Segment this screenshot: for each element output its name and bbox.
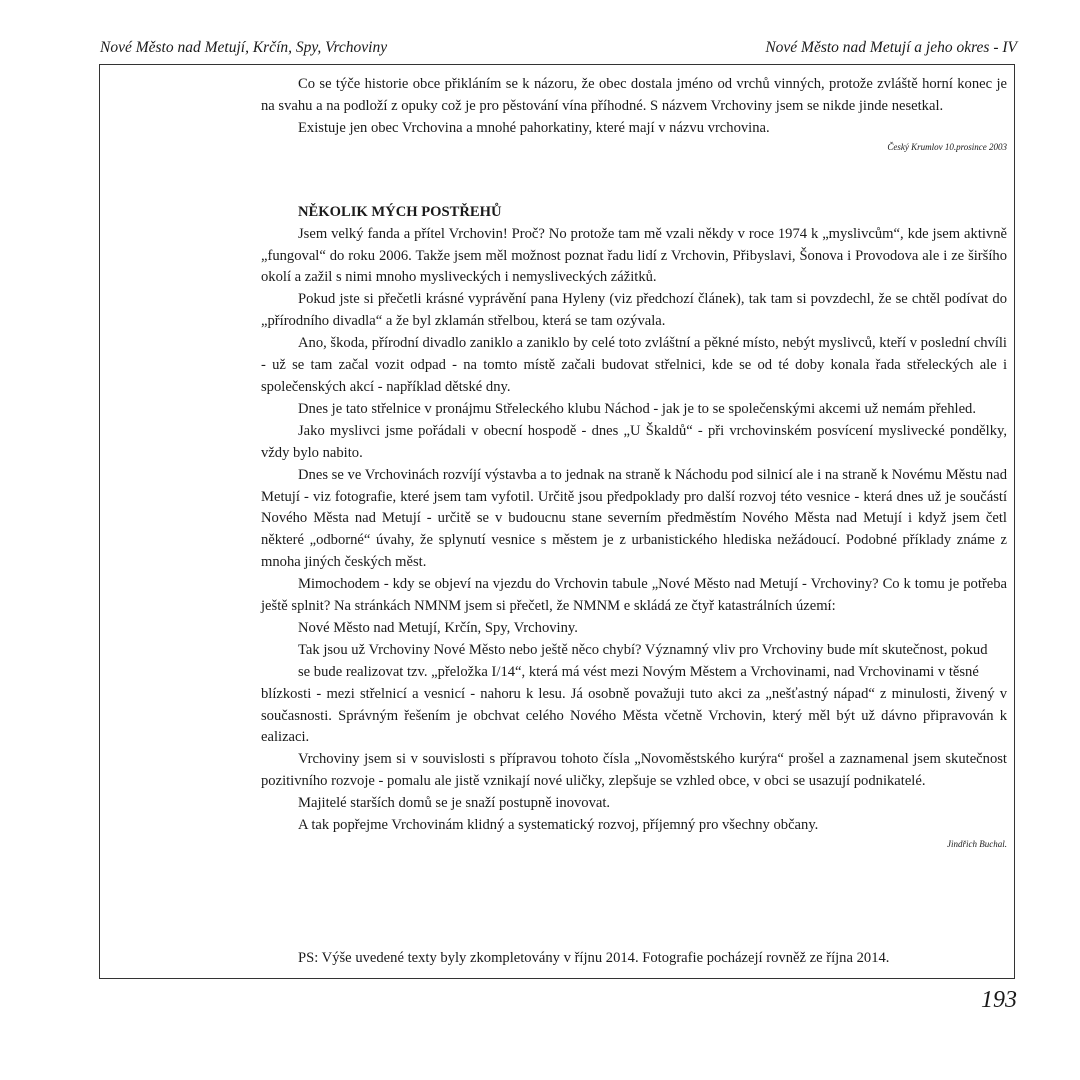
paragraph: Mimochodem - kdy se objeví na vjezdu do Vrchovin tabule „Nové Město nad Metují - Vrchoviny? Co k tomu je potřeba ještě splnit? Na stránkách NMNM jsem si přečetl, že NMNM e skládá ze čtyř katastrálních území: (261, 576, 1007, 615)
paragraph: Jako myslivci jsme pořádali v obecní hospodě - dnes „U Škaldů“ - při vrchovinském posvícení myslivecké pondělky, vždy bylo nabito. (261, 422, 1007, 461)
running-header-left: Nové Město nad Metují, Krčín, Spy, Vrchoviny (100, 39, 388, 56)
paragraph: Vrchoviny jsem si v souvislosti s přípravou tohoto čísla „Novoměstského kurýra“ prošel a zaznamenal jsem skutečnost pozitivního rozvoje - pomalu ale jistě vznikají nové uličky, zlepšuje se vzhled obce, v obci se usazují podnikatelé. (261, 751, 1007, 790)
paragraph: Ano, škoda, přírodní divadlo zaniklo a zaniklo by celé toto zvláštní a pěkné místo, nebýt myslivců, kteří v poslední chvíli - už se tam začal vozit odpad - na tomto místě začali budovat střelnici, kde se od té doby konala řada střeleckých ale i společenských akcí - například dětské dny. (261, 335, 1007, 395)
paragraph: Jsem velký fanda a přítel Vrchovin! Proč? No protože tam mě vzali někdy v roce 1974 k „myslivcům“, kde jsem aktivně „fungoval“ do roku 2006. Takže jsem měl možnost poznat řadu lidí z Vrchovin, Přibyslavi, Šonova i Provodova ale i ze širšího okolí a zažil s nimi mnoho mysliveckých i nemysliveckých zážitků. (261, 225, 1007, 286)
paragraph: Tak jsou už Vrchoviny Nové Město nebo ještě něco chybí? Významný vliv pro Vrchoviny bude mít skutečnost, pokud (298, 641, 988, 658)
paragraph-continued-indented: se bude realizovat tzv. „přeložka I/14“, která má vést mezi Novým Městem a Vrchovinami, nad Vrchovinami v těsné (298, 663, 979, 680)
paragraph: Dnes se ve Vrchovinách rozvíjí výstavba a to jednak na straně k Náchodu pod silnicí ale i na straně k Novému Městu nad Metují - viz fotografie, které jsem tam vyfotil. Určitě jsou předpoklady pro další rozvoj této vesnice - která dnes už je součástí Nového Města nad Metují - určitě se v budoucnu stane severním předměstím Nového Města nad Metují i když jsem četl některé „odborné“ úvahy, že splynutí vesnice s městem je z urbanistického hlediska nežádoucí. Podobné příklady známe z mnoha jiných českých měst. (261, 466, 1007, 571)
signature-place-date: Český Krumlov 10.prosince 2003 (887, 141, 1007, 152)
paragraph: A tak popřejme Vrchovinám klidný a systematický rozvoj, příjemný pro všechny občany. (298, 817, 819, 834)
paragraph: Pokud jste si přečetli krásné vyprávění pana Hyleny (viz předchozí článek), tak tam si povzdechl, že se chtěl podívat do „přírodního divadla“ a že byl zklamán střelbou, která se tam ozývala. (261, 291, 1007, 330)
paragraph: Nové Město nad Metují, Krčín, Spy, Vrchoviny. (298, 619, 578, 636)
page-number: 193 (981, 987, 1017, 1013)
paragraph: Dnes je tato střelnice v pronájmu Střeleckého klubu Náchod - jak je to se společenskými akcemi už nemám přehled. (298, 400, 976, 417)
section-spacer (261, 154, 1007, 202)
paragraph: Existuje jen obec Vrchovina a mnohé pahorkatiny, které mají v názvu vrchovina. (298, 119, 770, 136)
article-body (261, 74, 1007, 851)
paragraph-continued: blízkosti - mezi střelnicí a vesnicí - nahoru k lesu. Já osobně považuji tuto akci za „nešťastný nápad“ z minulosti, živený v současnosti. Správným řešením je obchvat celého Nového Města včetně Vrchovin, který měl být už dávno připravován k ealizaci. (261, 685, 1007, 746)
section-heading: NĚKOLIK MÝCH POSTŘEHŮ (298, 203, 502, 220)
author-signature: Jindřich Buchal. (947, 839, 1007, 849)
paragraph: Majitelé starších domů se je snaží postupně inovovat. (298, 795, 611, 812)
postscript: PS: Výše uvedené texty byly zkompletovány v říjnu 2014. Fotografie pocházejí rovněž ze října 2014. (298, 950, 890, 966)
running-header-right: Nové Město nad Metují a jeho okres - IV (765, 39, 1017, 56)
paragraph: Co se týče historie obce přikláním se k názoru, že obec dostala jméno od vrchů vinných, protože zvláště horní konec je na svahu a na podloží z opuky což je pro pěstování vína příhodné. S názvem Vrchoviny jsem se nikde jinde nesetkal. (261, 76, 1007, 114)
